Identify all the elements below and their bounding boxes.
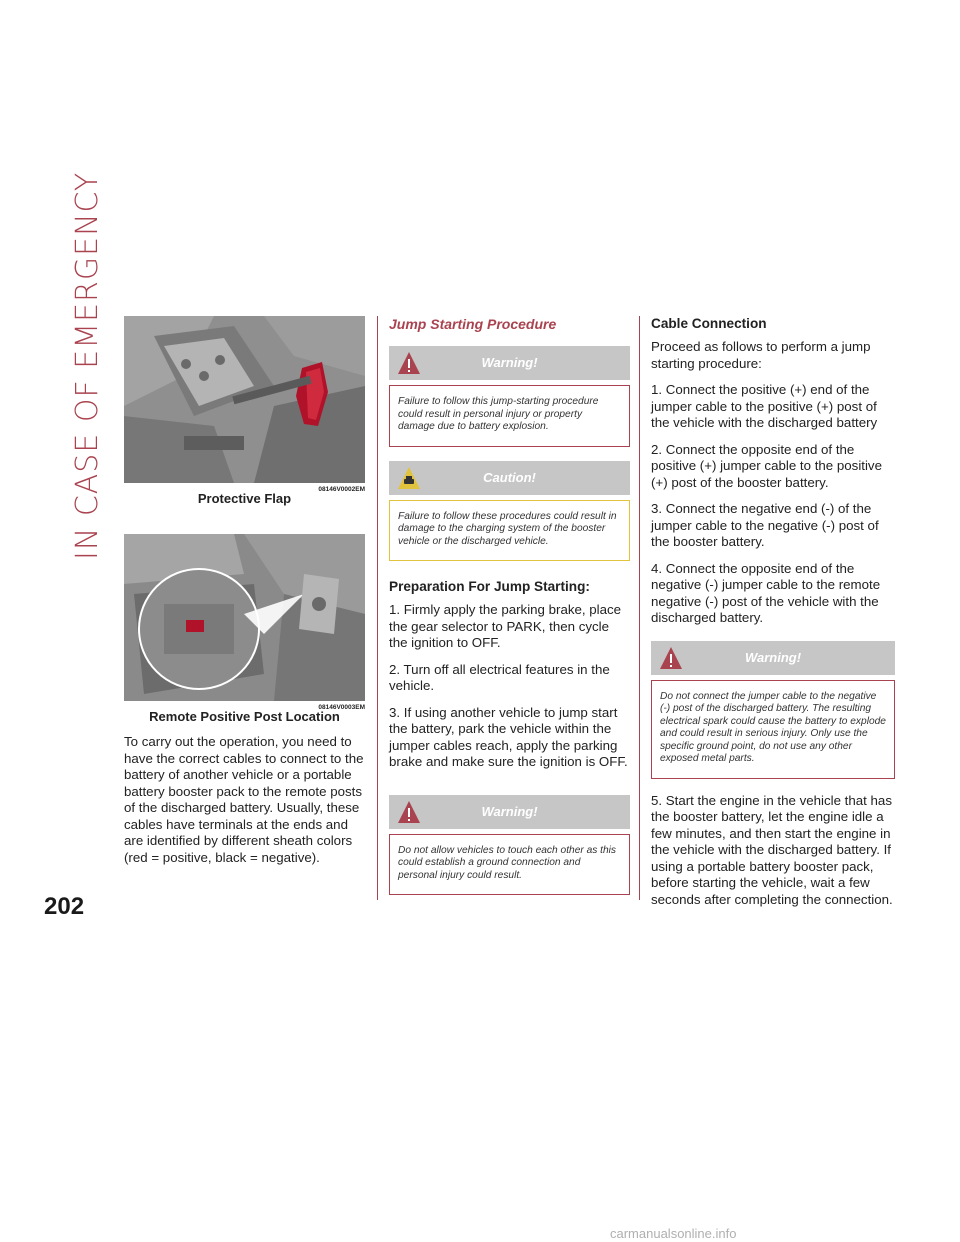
warning-triangle-icon xyxy=(397,350,421,376)
cable-connection-heading: Cable Connection xyxy=(651,316,767,331)
cable-step: 3. Connect the negative end (-) of the jumper cable to the negative (-) post of the booster battery. xyxy=(651,501,879,549)
warning-header xyxy=(389,346,630,380)
cable-step: 2. Connect the opposite end of the positive (+) jumper cable to the positive (+) post of the booster battery. xyxy=(651,441,882,490)
column-left xyxy=(124,316,365,876)
remote-positive-post-image xyxy=(124,534,365,701)
warning-title: Warning! xyxy=(744,649,802,665)
prep-step: 2. Turn off all electrical features in the vehicle. xyxy=(389,661,610,693)
warning-header xyxy=(389,795,630,829)
intro-paragraph: To carry out the operation, you need to have the correct cables to connect to the battery of another vehicle or a portable battery booster pack to the remote posts of the discharged battery. Usually, these cables have terminals at the ends and are identified by different sheath colors (red = positive, black = negative). xyxy=(124,734,364,865)
caution-car-icon xyxy=(397,465,421,491)
prep-heading: Preparation For Jump Starting: xyxy=(389,579,590,594)
cable-intro: Proceed as follows to perform a jump starting procedure: xyxy=(651,339,871,371)
caution-header xyxy=(389,461,630,495)
protective-flap-image xyxy=(124,316,365,483)
warning-triangle-icon xyxy=(397,799,421,825)
column-right xyxy=(651,316,895,918)
column-middle xyxy=(389,316,630,909)
cable-step: 5. Start the engine in the vehicle that has the booster battery, let the engine idle a few minutes, and then start the engine in the vehicle with the discharged battery. If using a portable battery booster pack, before starting the vehicle, wait a few seconds after completing the connection. xyxy=(651,792,893,907)
column-divider xyxy=(639,316,640,900)
warning-header xyxy=(651,641,895,675)
watermark-text: carmanualsonline.info xyxy=(610,1226,737,1241)
warning-notice xyxy=(389,346,630,447)
figure-remote-positive-post xyxy=(124,534,365,724)
figure-protective-flap xyxy=(124,316,365,506)
warning-notice xyxy=(651,641,895,779)
warning-text: Do not allow vehicles to touch each other as this could establish a ground connection and personal injury could result. xyxy=(389,834,630,896)
warning-text: Failure to follow this jump-starting procedure could result in personal injury or property damage due to battery explosion. xyxy=(389,385,630,447)
column-divider xyxy=(377,316,378,900)
warning-notice xyxy=(389,795,630,896)
warning-title: Warning! xyxy=(481,803,538,819)
warning-text: Do not connect the jumper cable to the negative (-) post of the discharged battery. The resulting electrical spark could cause the battery to explode and could result in serious injury. Only use the specific ground point, do not use any other exposed metal parts. xyxy=(651,680,895,779)
figure-caption: Remote Positive Post Location xyxy=(149,709,340,724)
figure-code: 08146V0003EM xyxy=(318,704,365,711)
prep-step: 3. If using another vehicle to jump start the battery, park the vehicle within the jumper cables reach, apply the parking brake and make sure the ignition is OFF. xyxy=(389,704,628,769)
figure-caption: Protective Flap xyxy=(197,491,292,506)
warning-triangle-icon xyxy=(659,645,683,671)
warning-title: Warning! xyxy=(481,355,538,370)
page-number: 202 xyxy=(44,893,85,920)
caution-notice xyxy=(389,461,630,562)
caution-title: Caution! xyxy=(483,469,536,485)
prep-step: 1. Firmly apply the parking brake, place the gear selector to PARK, then cycle the ignition to OFF. xyxy=(389,602,622,650)
section-title: Jump Starting Procedure xyxy=(389,316,557,332)
chapter-side-title: IN CASE OF EMERGENCY xyxy=(70,171,105,560)
cable-step: 4. Connect the opposite end of the negative (-) jumper cable to the remote negative (-) post of the vehicle with the discharged battery. xyxy=(651,560,881,625)
caution-text: Failure to follow these procedures could result in damage to the charging system of the booster vehicle or the discharged vehicle. xyxy=(389,500,630,562)
cable-step: 1. Connect the positive (+) end of the jumper cable to the positive (+) post of the vehicle with the discharged battery xyxy=(651,382,878,430)
figure-code: 08146V0002EM xyxy=(318,486,365,493)
